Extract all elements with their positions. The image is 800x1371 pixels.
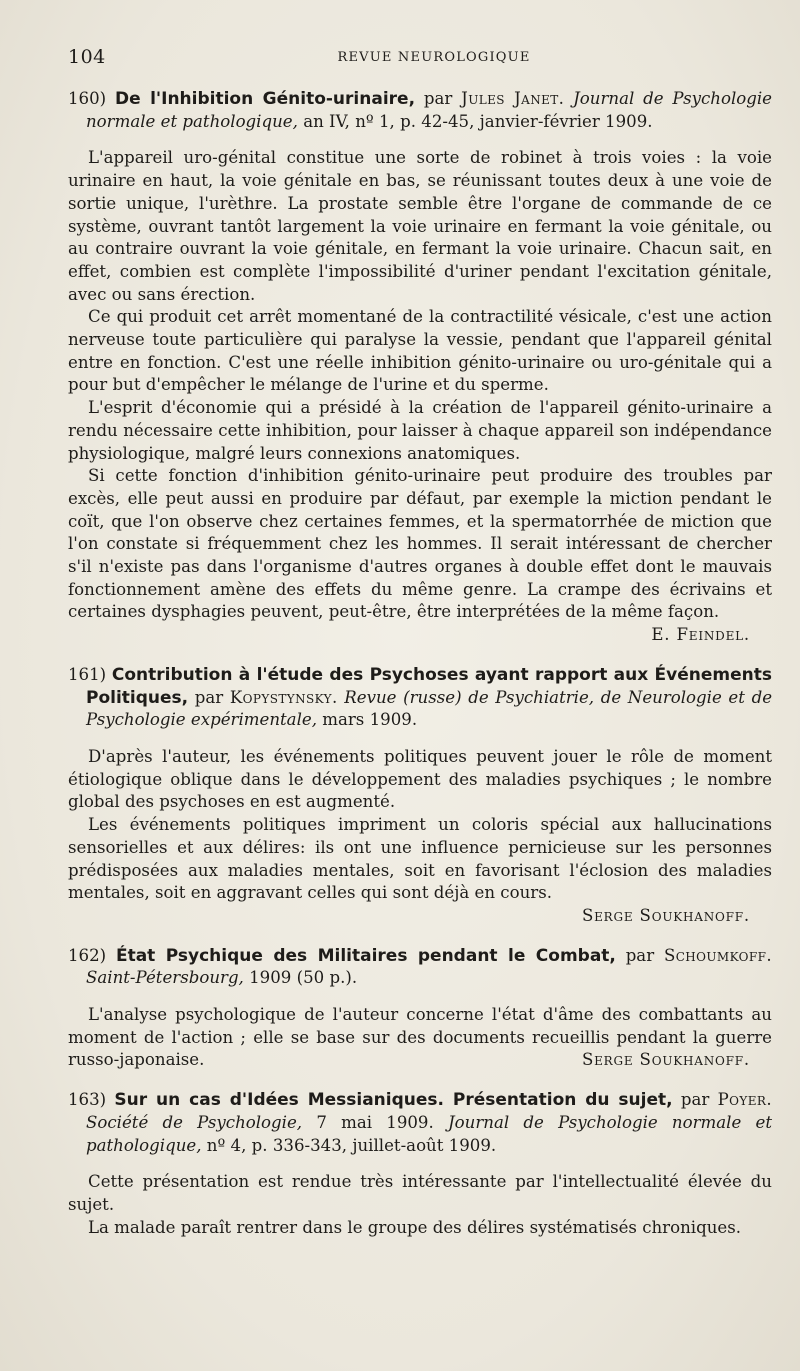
by-word: par <box>625 945 655 965</box>
article-160 <box>68 88 772 647</box>
article-author: Schoumkoff. <box>663 945 772 965</box>
page-body <box>68 88 772 1256</box>
article-details: 1909 (50 p.). <box>249 968 358 988</box>
article-title: État Psychique des Militaires pendant le Combat, <box>115 945 616 966</box>
article-heading <box>68 945 772 990</box>
article-162 <box>68 945 772 1073</box>
article-163 <box>68 1089 772 1239</box>
article-source: Société de Psychologie, <box>86 1112 303 1132</box>
page-header <box>68 46 770 72</box>
paragraph-text: Si cette fonction d'inhibition génito-urinaire peut produire des troubles par excès, elle peut aussi en produire par défaut, par exemple la miction pendant le coït, que l'on observe chez certaines femmes, et la spermatorrhée de miction que l'on constate si fréquemment chez les hommes. Il serait intéressant de chercher s'il n'existe pas dans l'organisme d'autres organes à double effet dont le mauvais fonctionnement amène des effets du même genre. La crampe des écrivains et certaines dysphagies peuvent, peut-être, être interprétées de la même façon. <box>68 466 772 622</box>
signature: Serge Soukhanoff. <box>581 905 750 925</box>
paragraph: D'après l'auteur, les événements politiques peuvent jouer le rôle de moment étiologique oblique dans le développement des maladies psychiques ; le nombre global des psychoses en est augmenté. <box>68 746 772 812</box>
paragraph: Ce qui produit cet arrêt momentané de la contractilité vésicale, c'est une action nerveuse toute particulière qui paralyse la vessie, pendant que l'appareil génital entre en fonction. C'est une réelle inhibition génito-urinaire ou uro-génitale qui a pour but d'empêcher le mélange de l'urine et du sperme. <box>68 307 772 395</box>
article-details: 7 mai 1909. <box>316 1112 434 1132</box>
article-number: 163) <box>68 1090 107 1110</box>
paragraph: Les événements politiques impriment un coloris spécial aux hallucinations sensorielles et aux délires: ils ont une influence pernicieuse sur les personnes prédisposées aux maladies mentales, soit en favorisant l'éclosion des maladies mentales, soit en aggravant celles qui sont déjà en cours. <box>68 815 772 903</box>
article-author: Kopystynsky. <box>229 687 338 707</box>
article-details-secondary: nº 4, p. 336-343, juillet-août 1909. <box>206 1135 497 1155</box>
by-word: par <box>194 687 224 707</box>
paragraph <box>68 465 772 645</box>
article-source: Saint-Pétersbourg, <box>86 968 244 988</box>
article-heading <box>68 88 772 133</box>
article-number: 161) <box>68 664 107 684</box>
signature: E. Feindel. <box>651 625 750 645</box>
article-161 <box>68 664 772 928</box>
article-author: Poyer. <box>717 1090 772 1110</box>
paragraph-text: L'analyse psychologique de l'auteur concerne l'état d'âme des combattants au moment de l'action ; elle se base sur des documents recueillis pendant la guerre russo-japonaise. <box>68 1005 772 1070</box>
by-word: par <box>423 89 453 108</box>
article-author: Jules Janet. <box>461 89 565 108</box>
page-number: 104 <box>68 46 106 68</box>
article-heading <box>68 664 772 732</box>
paragraph: La malade paraît rentrer dans le groupe des délires systématisés chroniques. <box>88 1217 742 1237</box>
article-details: mars 1909. <box>322 710 418 730</box>
article-title: Sur un cas d'Idées Messianiques. Présentation du sujet, <box>114 1090 673 1111</box>
paragraph: L'appareil uro-génital constitue une sorte de robinet à trois voies : la voie urinaire en haut, la voie génitale en bas, se réunissant toutes deux à une voie de sortie unique, l'urèthre. La prostate semble être l'organe de commande de ce système, ouvrant tantôt largement la voie urinaire en fermant la voie génitale, ou au contraire ouvrant la voie génitale, en fermant la voie urinaire. Chacun sait, en effet, combien est complète l'impossibilité d'uriner pendant l'excitation génitale, avec ou sans érection. <box>68 148 772 304</box>
paragraph <box>68 1004 772 1072</box>
running-title: REVUE NEUROLOGIQUE <box>337 50 531 65</box>
article-heading <box>68 1089 772 1157</box>
article-source: Revue (russe) de Psychiatrie, de Neurologie et de Psychologie expérimentale, <box>86 687 773 730</box>
article-title: Contribution à l'étude des Psychoses ayant rapport aux Événements Politiques, <box>86 664 772 708</box>
by-word: par <box>680 1090 710 1110</box>
paragraph: Cette présentation est rendue très intéressante par l'intellectualité élevée du sujet. <box>68 1172 772 1214</box>
article-source: Journal de Psychologie normale et pathologique, <box>86 89 773 131</box>
article-number: 160) <box>68 89 107 108</box>
article-source-secondary: Journal de Psychologie normale et pathologique, <box>86 1112 773 1155</box>
article-number: 162) <box>68 945 107 965</box>
article-title: De l'Inhibition Génito-urinaire, <box>114 89 416 109</box>
article-details: an IV, nº 1, p. 42-45, janvier-février 1909. <box>303 111 653 131</box>
signature: Serge Soukhanoff. <box>581 1050 750 1070</box>
paragraph: L'esprit d'économie qui a présidé à la création de l'appareil génito-urinaire a rendu nécessaire cette inhibition, pour laisser à chaque appareil son indépendance physiologique, malgré leurs connexions anatomiques. <box>68 398 772 463</box>
